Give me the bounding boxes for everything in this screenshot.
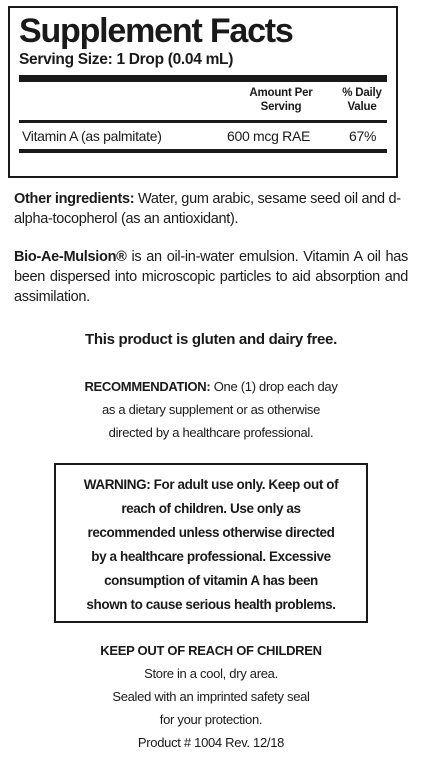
other-ingredients-text: Water, gum arabic, sesame seed oil and d-alpha-tocopherol (as an antioxidant). bbox=[14, 191, 401, 227]
warning-box bbox=[54, 463, 368, 623]
warning-line-6: shown to cause serious health problems. bbox=[86, 597, 336, 612]
nutrient-name: Vitamin A (as palmitate) bbox=[22, 128, 162, 144]
recommendation-line-3: directed by a healthcare professional. bbox=[108, 425, 314, 440]
facts-column-headers bbox=[19, 82, 387, 120]
header-amount-per-serving: Amount Per Serving bbox=[249, 87, 313, 113]
facts-row bbox=[19, 123, 387, 149]
nutrient-daily-value: 67% bbox=[349, 128, 377, 144]
product-number: Product # 1004 Rev. 12/18 bbox=[137, 735, 285, 750]
nutrient-amount: 600 mcg RAE bbox=[227, 128, 311, 144]
keep-out-of-reach: KEEP OUT OF REACH OF CHILDREN bbox=[100, 643, 322, 658]
gluten-dairy-statement: This product is gluten and dairy free. bbox=[85, 331, 337, 348]
recommendation bbox=[40, 375, 382, 444]
supplement-facts-panel bbox=[8, 6, 398, 178]
warning-line-1: WARNING: For adult use only. Keep out of bbox=[83, 477, 339, 492]
warning-line-4: by a healthcare professional. Excessive bbox=[91, 549, 331, 564]
warning-line-3: recommended unless otherwise directed bbox=[87, 525, 335, 540]
emulsion-brand: Bio-Ae-Mulsion® bbox=[14, 249, 127, 265]
header-daily-value: % Daily Value bbox=[342, 87, 382, 113]
seal-line-2: for your protection. bbox=[159, 712, 263, 727]
emulsion-text: is an oil-in-water emulsion. Vitamin A oil has been dispersed into microscopic particles to aid absorption and assimilation. bbox=[14, 249, 408, 305]
footer bbox=[20, 639, 402, 754]
seal-line-1: Sealed with an imprinted safety seal bbox=[112, 689, 310, 704]
bottom-divider bbox=[19, 149, 387, 153]
facts-title: Supplement Facts bbox=[19, 12, 293, 50]
recommendation-line-2: as a dietary supplement or as otherwise bbox=[101, 402, 321, 417]
warning-line-5: consumption of vitamin A has been bbox=[104, 573, 318, 588]
storage-instructions: Store in a cool, dry area. bbox=[144, 666, 278, 681]
recommendation-line-1: RECOMMENDATION: One (1) drop each day bbox=[84, 379, 338, 394]
serving-size: Serving Size: 1 Drop (0.04 mL) bbox=[19, 51, 234, 68]
other-ingredients-label: Other ingredients: bbox=[14, 191, 135, 207]
other-ingredients bbox=[14, 189, 408, 229]
emulsion-description bbox=[14, 247, 408, 307]
recommendation-label: RECOMMENDATION: bbox=[84, 379, 211, 394]
warning-line-2: reach of children. Use only as bbox=[121, 501, 301, 516]
thick-divider bbox=[19, 75, 387, 82]
